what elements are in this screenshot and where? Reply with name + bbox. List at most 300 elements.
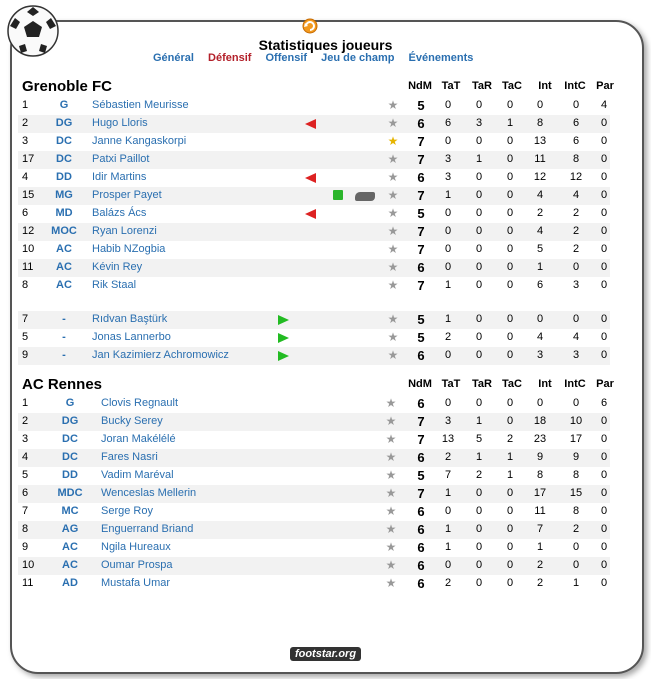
player-row[interactable]: [18, 449, 610, 467]
match-rating: 6: [417, 450, 425, 465]
player-position: AD: [62, 577, 78, 589]
stat-tat: 0: [444, 559, 452, 571]
player-row[interactable]: [18, 223, 610, 241]
player-row[interactable]: [18, 347, 610, 365]
player-row[interactable]: [18, 575, 610, 593]
player-position: MD: [55, 207, 73, 219]
player-row[interactable]: [18, 151, 610, 169]
player-row[interactable]: [18, 169, 610, 187]
player-position: MC: [61, 505, 79, 517]
stat-tat: 1: [444, 541, 452, 553]
stat-int: 13: [533, 135, 547, 147]
stat-intc: 0: [572, 313, 580, 325]
stat-int: 23: [533, 433, 547, 445]
player-name-link[interactable]: Sébastien Meurisse: [92, 99, 189, 111]
stat-tar: 0: [475, 559, 483, 571]
star-icon[interactable]: ★: [385, 414, 397, 428]
player-position: DC: [62, 433, 78, 445]
star-icon[interactable]: ★: [387, 224, 399, 238]
shirt-number: 6: [22, 487, 29, 499]
column-header-intc: IntC: [564, 80, 586, 92]
star-icon[interactable]: ★: [387, 206, 399, 220]
stat-par: 0: [600, 279, 608, 291]
stat-par: 0: [600, 451, 608, 463]
stat-tar: 2: [475, 469, 483, 481]
stat-int: 0: [536, 313, 544, 325]
player-name-link[interactable]: Oumar Prospa: [101, 559, 173, 571]
match-rating: 7: [417, 432, 425, 447]
player-row[interactable]: [18, 133, 610, 151]
stat-tat: 0: [444, 225, 452, 237]
stat-tac: 0: [506, 207, 514, 219]
stat-int: 4: [536, 225, 544, 237]
stat-int: 4: [536, 189, 544, 201]
stat-intc: 2: [572, 207, 580, 219]
stat-tac: 0: [506, 349, 514, 361]
stat-tat: 0: [444, 349, 452, 361]
shirt-number: 9: [22, 541, 29, 553]
column-header-tat: TaT: [441, 80, 461, 92]
star-icon[interactable]: ★: [387, 170, 399, 184]
footer-link[interactable]: footstar.org: [290, 647, 361, 661]
stat-tac: 0: [506, 153, 514, 165]
tab-jeu-de-champ[interactable]: Jeu de champ: [321, 52, 395, 64]
subs-separator: [18, 295, 610, 311]
player-name-link[interactable]: Bucky Serey: [101, 415, 163, 427]
stat-intc: 10: [569, 415, 583, 427]
stat-tar: 1: [475, 153, 483, 165]
player-name-link[interactable]: Joran Makélélé: [101, 433, 176, 445]
player-row[interactable]: [18, 115, 610, 133]
stat-tat: 1: [444, 279, 452, 291]
stat-tac: 0: [506, 243, 514, 255]
stat-tar: 0: [475, 261, 483, 273]
player-row[interactable]: [18, 187, 610, 205]
stat-par: 0: [600, 505, 608, 517]
player-row[interactable]: [18, 467, 610, 485]
match-rating: 7: [417, 278, 425, 293]
shirt-number: 2: [22, 415, 29, 427]
stat-tac: 1: [506, 451, 514, 463]
stat-tar: 0: [475, 577, 483, 589]
player-position: DG: [61, 415, 79, 427]
match-rating: 6: [417, 540, 425, 555]
star-icon[interactable]: ★: [387, 312, 399, 326]
player-position: AC: [56, 279, 72, 291]
footer-brand[interactable]: [0, 648, 651, 660]
column-header-tac: TaC: [502, 378, 522, 390]
star-icon[interactable]: ★: [385, 576, 397, 590]
stat-tac: 0: [506, 331, 514, 343]
stat-tat: 1: [444, 313, 452, 325]
player-row[interactable]: [18, 485, 610, 503]
stat-intc: 4: [572, 331, 580, 343]
player-name-link[interactable]: Prosper Payet: [92, 189, 162, 201]
stat-tac: 0: [506, 135, 514, 147]
gold-star-icon[interactable]: ★: [387, 134, 399, 148]
match-rating: 7: [417, 242, 425, 257]
player-position: MG: [55, 189, 73, 201]
stat-tat: 0: [444, 397, 452, 409]
substituted-out-icon: [305, 209, 316, 219]
tab-general[interactable]: Général: [153, 52, 194, 64]
shirt-number: 3: [22, 135, 29, 147]
stat-int: 2: [536, 207, 544, 219]
match-rating: 7: [417, 188, 425, 203]
player-name-link[interactable]: Patxi Paillot: [92, 153, 150, 165]
player-row[interactable]: [18, 259, 610, 277]
stat-tat: 0: [444, 261, 452, 273]
stat-tar: 5: [475, 433, 483, 445]
substituted-out-icon: [305, 119, 316, 129]
player-row[interactable]: [18, 241, 610, 259]
player-name-link[interactable]: Enguerrand Briand: [101, 523, 194, 535]
stat-tac: 0: [506, 559, 514, 571]
stat-par: 0: [600, 349, 608, 361]
stat-intc: 2: [572, 225, 580, 237]
stat-par: 0: [600, 189, 608, 201]
player-row[interactable]: [18, 413, 610, 431]
stat-int: 12: [533, 171, 547, 183]
player-name-link[interactable]: Mustafa Umar: [101, 577, 171, 589]
match-rating: 5: [417, 330, 425, 345]
star-icon[interactable]: ★: [385, 540, 397, 554]
stat-tar: 0: [475, 207, 483, 219]
stat-tac: 0: [506, 279, 514, 291]
player-name-link[interactable]: Serge Roy: [101, 505, 153, 517]
stat-par: 0: [600, 523, 608, 535]
stat-int: 8: [536, 469, 544, 481]
stat-intc: 1: [572, 577, 580, 589]
player-row[interactable]: [18, 277, 610, 295]
star-icon[interactable]: ★: [385, 558, 397, 572]
player-name-link[interactable]: Ryan Lorenzi: [92, 225, 157, 237]
stat-tar: 3: [475, 117, 483, 129]
match-rating: 6: [417, 396, 425, 411]
player-row[interactable]: [18, 205, 610, 223]
column-header-tat: TaT: [441, 378, 461, 390]
player-position: DC: [56, 153, 72, 165]
stat-par: 4: [600, 99, 608, 111]
stat-par: 0: [600, 415, 608, 427]
stat-par: 0: [600, 577, 608, 589]
player-position: AG: [61, 523, 79, 535]
stat-tac: 0: [506, 171, 514, 183]
match-rating: 6: [417, 522, 425, 537]
stat-tar: 0: [475, 505, 483, 517]
match-rating: 6: [417, 504, 425, 519]
stat-tac: 1: [506, 117, 514, 129]
column-header-tar: TaR: [472, 80, 492, 92]
stat-intc: 8: [572, 469, 580, 481]
stat-intc: 4: [572, 189, 580, 201]
stat-tat: 13: [441, 433, 455, 445]
star-icon[interactable]: ★: [387, 116, 399, 130]
substituted-out-icon: [305, 173, 316, 183]
shirt-number: 11: [22, 577, 34, 589]
soccer-ball-icon: [6, 4, 60, 58]
shirt-number: 2: [22, 117, 29, 129]
star-icon[interactable]: ★: [387, 348, 399, 362]
player-row[interactable]: [18, 329, 610, 347]
column-header-tac: TaC: [502, 80, 522, 92]
player-position: DC: [62, 451, 78, 463]
player-name-link[interactable]: Balázs Ács: [92, 207, 147, 219]
player-row[interactable]: [18, 503, 610, 521]
team-table-rennes: [18, 375, 614, 593]
stat-tar: 0: [475, 331, 483, 343]
match-rating: 7: [417, 486, 425, 501]
stat-tat: 0: [444, 207, 452, 219]
shirt-number: 1: [22, 99, 29, 111]
player-position: AC: [56, 261, 72, 273]
star-icon[interactable]: ★: [385, 432, 397, 446]
stat-intc: 2: [572, 243, 580, 255]
match-rating: 7: [417, 152, 425, 167]
stat-intc: 3: [572, 279, 580, 291]
match-rating: 6: [417, 116, 425, 131]
stat-tac: 0: [506, 415, 514, 427]
stat-int: 11: [534, 505, 546, 517]
player-position: MDC: [57, 487, 83, 499]
stat-intc: 0: [572, 397, 580, 409]
tab-defensif[interactable]: Défensif: [208, 52, 252, 64]
stat-par: 0: [600, 171, 608, 183]
column-header-par: Par: [596, 378, 614, 390]
player-position: -: [62, 349, 66, 361]
stat-tac: 0: [506, 523, 514, 535]
column-header-int: Int: [538, 378, 552, 390]
player-position: G: [65, 397, 75, 409]
player-position: AC: [62, 559, 78, 571]
stat-intc: 12: [569, 171, 583, 183]
player-row[interactable]: [18, 539, 610, 557]
player-name-link[interactable]: Hugo Lloris: [92, 117, 148, 129]
stat-tac: 0: [506, 313, 514, 325]
stat-tat: 0: [444, 243, 452, 255]
stat-int: 2: [536, 559, 544, 571]
stat-int: 11: [534, 153, 546, 165]
stat-intc: 17: [569, 433, 583, 445]
stat-tac: 0: [506, 189, 514, 201]
stat-intc: 8: [572, 505, 580, 517]
star-icon[interactable]: ★: [385, 396, 397, 410]
shirt-number: 4: [22, 451, 29, 463]
stat-tar: 0: [475, 523, 483, 535]
shirt-number: 10: [22, 243, 35, 255]
stat-tar: 0: [475, 279, 483, 291]
star-icon[interactable]: ★: [387, 188, 399, 202]
substituted-in-icon: [278, 351, 289, 361]
boot-icon: [355, 192, 375, 201]
stat-int: 0: [536, 99, 544, 111]
player-row[interactable]: [18, 311, 610, 329]
stat-int: 5: [536, 243, 544, 255]
shirt-number: 10: [22, 559, 35, 571]
team-name: Grenoble FC: [22, 78, 113, 95]
stat-tat: 7: [444, 469, 452, 481]
shirt-number: 17: [22, 153, 35, 165]
stat-tar: 0: [475, 99, 483, 111]
column-header-tar: TaR: [472, 378, 492, 390]
shirt-number: 8: [22, 279, 29, 291]
match-rating: 7: [417, 134, 425, 149]
match-rating: 6: [417, 170, 425, 185]
match-rating: 6: [417, 576, 425, 591]
match-rating: 5: [417, 312, 425, 327]
stat-par: 0: [600, 331, 608, 343]
page-title: Statistiques joueurs: [258, 37, 393, 53]
stat-int: 8: [536, 117, 544, 129]
shirt-number: 4: [22, 171, 29, 183]
player-position: AC: [56, 243, 72, 255]
player-name-link[interactable]: Clovis Regnault: [101, 397, 179, 409]
shirt-number: 7: [22, 505, 29, 517]
star-icon[interactable]: ★: [385, 522, 397, 536]
match-rating: 6: [417, 558, 425, 573]
substituted-in-icon: [278, 333, 289, 343]
shirt-number: 11: [22, 261, 34, 273]
star-icon[interactable]: ★: [387, 278, 399, 292]
stat-intc: 0: [572, 99, 580, 111]
player-name-link[interactable]: Rıdvan Baştürk: [92, 313, 168, 325]
star-icon[interactable]: ★: [387, 260, 399, 274]
stat-par: 0: [600, 559, 608, 571]
player-row[interactable]: [18, 97, 610, 115]
star-icon[interactable]: ★: [387, 152, 399, 166]
pitch-icon: [333, 190, 343, 200]
shirt-number: 6: [22, 207, 29, 219]
stat-tar: 0: [475, 243, 483, 255]
stat-tac: 0: [506, 577, 514, 589]
column-header-par: Par: [596, 80, 614, 92]
team-table-grenoble: [18, 77, 614, 365]
stat-par: 0: [600, 207, 608, 219]
team-header: [18, 375, 614, 395]
player-name-link[interactable]: Rik Staal: [92, 279, 137, 291]
star-icon[interactable]: ★: [387, 242, 399, 256]
stat-par: 0: [600, 487, 608, 499]
stat-par: 0: [600, 261, 608, 273]
player-name-link[interactable]: Kévin Rey: [92, 261, 143, 273]
stat-int: 17: [533, 487, 547, 499]
refresh-icon[interactable]: [301, 17, 319, 35]
tab-offensif[interactable]: Offensif: [265, 52, 308, 64]
player-name-link[interactable]: Habib NZogbia: [92, 243, 166, 255]
stat-par: 0: [600, 117, 608, 129]
player-name-link[interactable]: Janne Kangaskorpi: [92, 135, 187, 147]
stat-par: 0: [600, 469, 608, 481]
player-name-link[interactable]: Jan Kazimierz Achromowicz: [92, 349, 229, 361]
stat-tac: 0: [506, 225, 514, 237]
player-position: MOC: [51, 225, 77, 237]
team-header: [18, 77, 614, 97]
stat-intc: 2: [572, 523, 580, 535]
shirt-number: 5: [22, 469, 29, 481]
stat-intc: 3: [572, 349, 580, 361]
stat-tat: 3: [444, 171, 452, 183]
match-rating: 6: [417, 260, 425, 275]
stat-intc: 15: [569, 487, 583, 499]
match-rating: 5: [417, 98, 425, 113]
stat-intc: 8: [572, 153, 580, 165]
stat-tar: 1: [475, 451, 483, 463]
player-name-link[interactable]: Fares Nasri: [101, 451, 158, 463]
shirt-number: 7: [22, 313, 29, 325]
stat-int: 6: [536, 279, 544, 291]
player-row[interactable]: [18, 431, 610, 449]
substituted-in-icon: [278, 315, 289, 325]
stat-intc: 6: [572, 135, 580, 147]
stat-tac: 1: [506, 469, 514, 481]
column-header-int: Int: [538, 80, 552, 92]
star-icon[interactable]: ★: [385, 486, 397, 500]
stat-tar: 0: [475, 487, 483, 499]
column-header-intc: IntC: [564, 378, 586, 390]
player-position: -: [62, 313, 66, 325]
match-rating: 5: [417, 206, 425, 221]
match-rating: 7: [417, 414, 425, 429]
stat-int: 1: [536, 541, 544, 553]
stat-tar: 0: [475, 349, 483, 361]
star-icon[interactable]: ★: [385, 504, 397, 518]
stat-tat: 2: [444, 577, 452, 589]
stat-tat: 1: [444, 487, 452, 499]
stat-intc: 0: [572, 559, 580, 571]
player-name-link[interactable]: Wenceslas Mellerin: [101, 487, 197, 499]
stat-tar: 0: [475, 189, 483, 201]
stat-tar: 0: [475, 135, 483, 147]
player-row[interactable]: [18, 521, 610, 539]
stat-intc: 0: [572, 261, 580, 273]
star-icon[interactable]: ★: [385, 450, 397, 464]
shirt-number: 1: [22, 397, 29, 409]
stat-tat: 2: [444, 331, 452, 343]
stat-tat: 3: [444, 415, 452, 427]
player-name-link[interactable]: Ngila Hureaux: [101, 541, 171, 553]
stat-tat: 6: [444, 117, 452, 129]
stat-par: 0: [600, 225, 608, 237]
stat-tar: 0: [475, 171, 483, 183]
stat-par: 0: [600, 541, 608, 553]
shirt-number: 12: [22, 225, 35, 237]
stat-par: 0: [600, 135, 608, 147]
stat-tar: 0: [475, 313, 483, 325]
stat-par: 0: [600, 243, 608, 255]
player-row[interactable]: [18, 395, 610, 413]
stat-tac: 2: [506, 433, 514, 445]
star-icon[interactable]: ★: [387, 98, 399, 112]
stat-int: 9: [536, 451, 544, 463]
player-row[interactable]: [18, 557, 610, 575]
stat-tac: 0: [506, 261, 514, 273]
shirt-number: 9: [22, 349, 29, 361]
stat-tat: 3: [444, 153, 452, 165]
stat-tat: 1: [444, 523, 452, 535]
tab-evenements[interactable]: Événements: [408, 52, 474, 64]
shirt-number: 3: [22, 433, 29, 445]
stat-intc: 6: [572, 117, 580, 129]
player-name-link[interactable]: Vadim Maréval: [101, 469, 174, 481]
stat-int: 3: [536, 349, 544, 361]
stat-int: 2: [536, 577, 544, 589]
player-name-link[interactable]: Jonas Lannerbo: [92, 331, 171, 343]
stat-intc: 9: [572, 451, 580, 463]
player-name-link[interactable]: Idir Martins: [92, 171, 147, 183]
star-icon[interactable]: ★: [387, 330, 399, 344]
star-icon[interactable]: ★: [385, 468, 397, 482]
stat-par: 0: [600, 153, 608, 165]
